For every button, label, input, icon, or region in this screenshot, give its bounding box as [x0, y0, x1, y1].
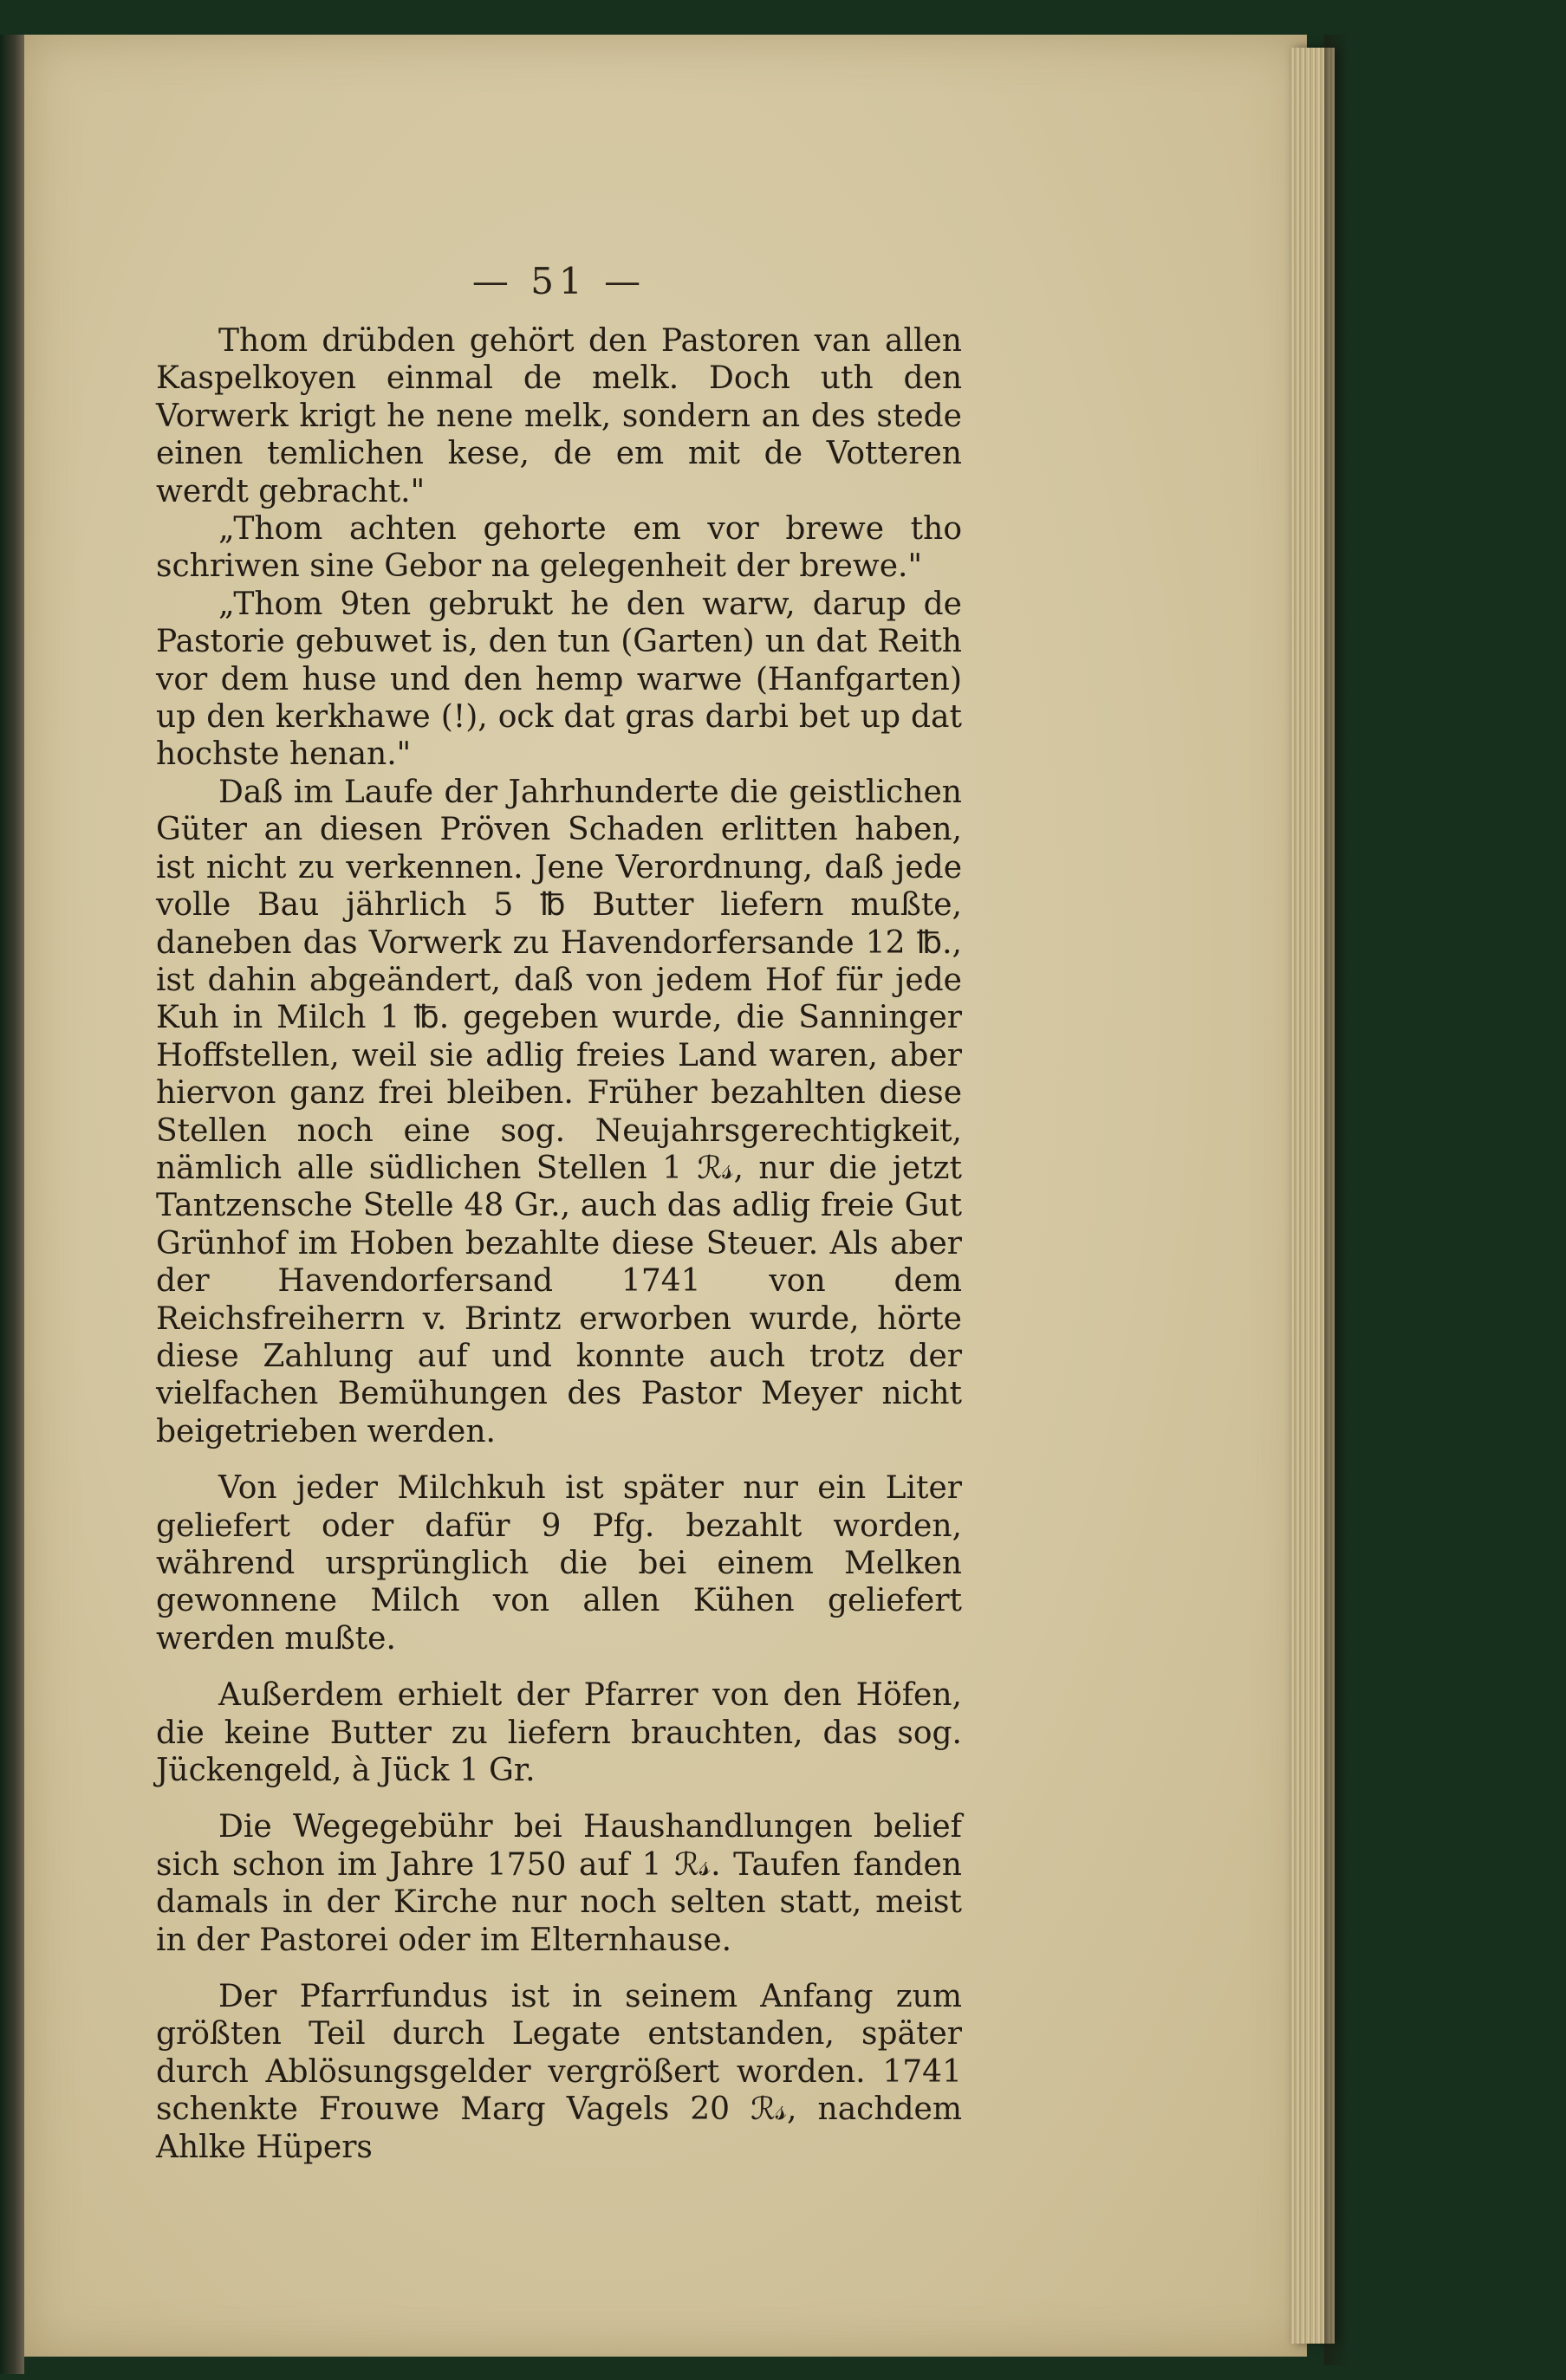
paragraph-1: Thom drübden gehört den Pastoren van allen Kaspelkoyen einmal de melk. Doch uth den Vorwerk krigt he nene melk, sondern an des stede einen temlichen kese, de em mit de Votteren werdt gebracht." — [156, 323, 962, 509]
page-number: — 51 — — [471, 260, 647, 302]
paragraph-4: Daß im Laufe der Jahrhunderte die geistlichen Güter an diesen Pröven Schaden erlitten haben, ist nicht zu verkennen. Jene Verordnung, daß jede volle Bau jährlich 5 ℔ Butter liefern mußte, daneben das Vorwerk zu Havendorfersande 12 ℔., ist dahin abgeändert, daß von jedem Hof für jede Kuh in Milch 1 ℔. gegeben wurde, die Sanninger Hoffstellen, weil sie adlig freies Land waren, aber hiervon ganz frei bleiben. Früher bezahlten diese Stellen noch eine sog. Neujahrsgerechtigkeit, nämlich alle südlichen Stellen 1 ℛ𝓈, nur die jetzt Tantzensche Stelle 48 Gr., auch das adlig freie Gut Grünhof im Hoben bezahlte diese Steuer. Als aber der Havendorfersand 1741 von dem Reichsfreiherrn v. Brintz erworben wurde, hörte diese Zahlung auf und konnte auch trotz der vielfachen Bemühungen des Pastor Meyer nicht beigetrieben werden. — [156, 774, 962, 1449]
paragraph-5: Von jeder Milchkuh ist später nur ein Liter geliefert oder dafür 9 Pfg. bezahlt worden, während ursprünglich die bei einem Melken gewonnene Milch von allen Kühen geliefert werden mußte. — [156, 1470, 962, 1657]
paragraph-3: „Thom 9ten gebrukt he den warw, darup de Pastorie gebuwet is, den tun (Garten) un dat Reith vor dem huse und den hemp warwe (Hanfgarten) up den kerkhawe (!), ock dat gras darbi bet up dat hochste henan." — [156, 586, 962, 773]
paragraph-2: „Thom achten gehorte em vor brewe tho schriwen sine Gebor na gelegenheit der brewe." — [156, 511, 962, 585]
paragraph-7: Die Wegegebühr bei Haushandlungen belief sich schon im Jahre 1750 auf 1 ℛ𝓈. Taufen fanden damals in der Kirche nur noch selten statt, meist in der Pastorei oder im Elternhause. — [156, 1809, 962, 1958]
body-text — [156, 322, 962, 2166]
spine-shadow — [1324, 35, 1350, 2365]
paragraph-6: Außerdem erhielt der Pfarrer von den Höfen, die keine Butter zu liefern brauchten, das sog. Jückengeld, à Jück 1 Gr. — [156, 1677, 962, 1789]
paragraph-8: Der Pfarrfundus ist in seinem Anfang zum größten Teil durch Legate entstanden, später durch Ablösungsgelder vergrößert worden. 1741 schenkte Frouwe Marg Vagels 20 ℛ𝓈, nachdem Ahlke Hüpers — [156, 1979, 962, 2165]
book-left-edge — [0, 35, 24, 2374]
